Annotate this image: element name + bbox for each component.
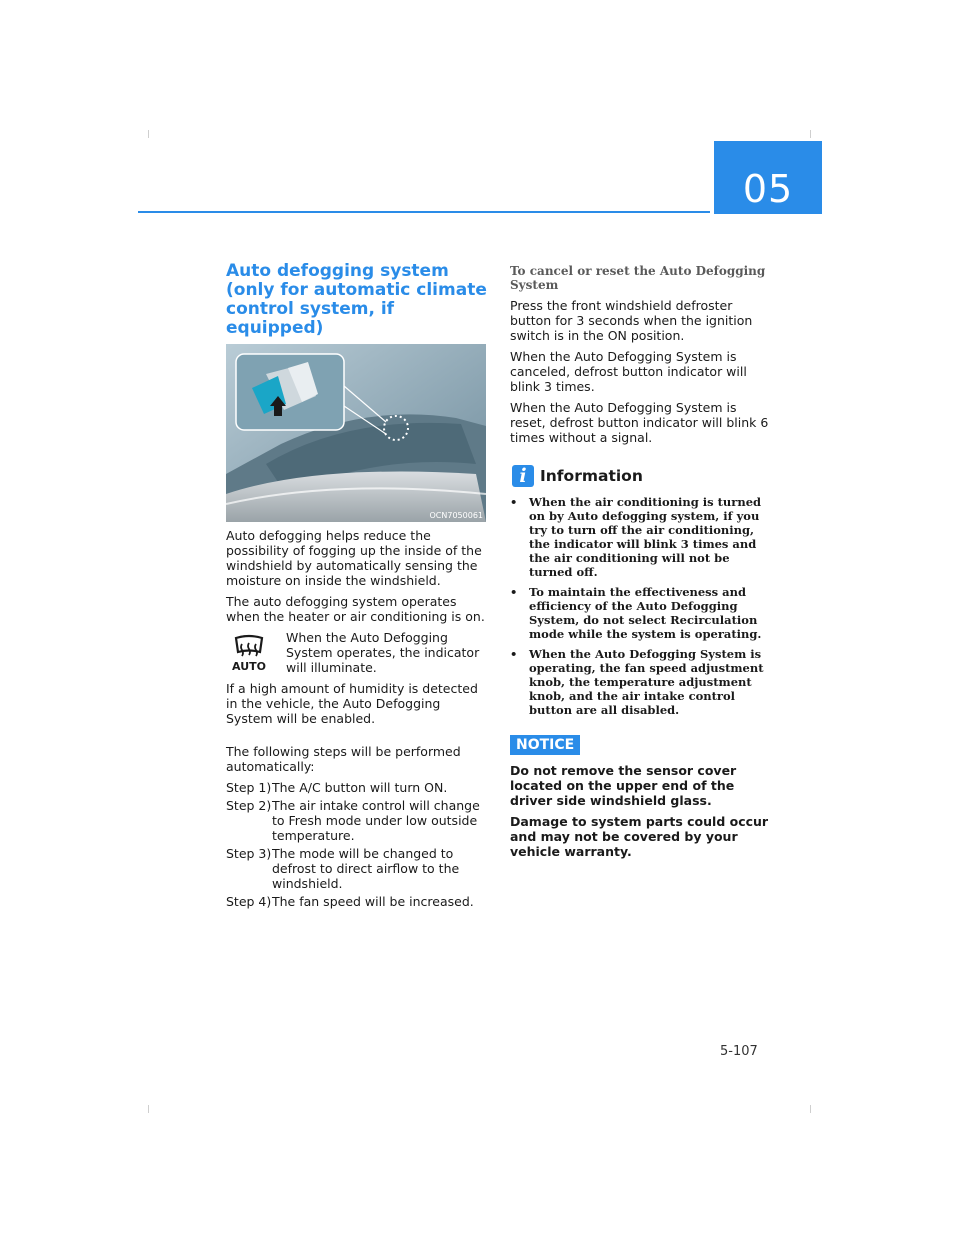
crop-mark — [148, 130, 149, 138]
info-item: • When the Auto Defogging System is operating, the fan speed adjustment knob, the temperature adjustment knob, and the air intake control button are all disabled. — [510, 647, 764, 717]
windshield-illustration — [226, 344, 486, 522]
figure-code: OCN7050061 — [429, 511, 483, 520]
info-icon: i — [512, 465, 534, 487]
info-item-text: To maintain the effectiveness and efficiency of the Auto Defogging System, do not select Recirculation mode while the system is operating. — [529, 585, 762, 641]
information-header — [510, 465, 772, 489]
paragraph: Auto defogging helps reduce the possibility of fogging up the inside of the windshield by automatically sensing the moisture on inside the windshield. — [226, 528, 482, 588]
right-column — [510, 264, 772, 859]
step-text: The fan speed will be increased. — [272, 894, 474, 909]
paragraph: The following steps will be performed automatically: — [226, 744, 461, 774]
chapter-number: 05 — [742, 167, 794, 211]
paragraph: When the Auto Defogging System is reset, defrost button indicator will blink 6 times without a signal. — [510, 400, 769, 445]
paragraph: The auto defogging system operates when the heater or air conditioning is on. — [226, 594, 485, 624]
paragraph: Press the front windshield defroster button for 3 seconds when the ignition switch is in the ON position. — [510, 298, 753, 343]
step-item — [226, 846, 488, 891]
notice-text: Do not remove the sensor cover located on the upper end of the driver side windshield glass. — [510, 763, 737, 808]
step-item — [226, 780, 488, 795]
section-title: Auto defogging system (only for automatic climate control system, if equipped) — [226, 261, 487, 338]
notice-text: Damage to system parts could occur and may not be covered by your vehicle warranty. — [510, 814, 769, 859]
info-item-text: When the air conditioning is turned on by Auto defogging system, if you try to turn off the air conditioning, the indicator will blink 3 times and the air conditioning will not be turned off. — [529, 495, 762, 579]
paragraph: When the Auto Defogging System is canceled, defrost button indicator will blink 3 times. — [510, 349, 747, 394]
paragraph: If a high amount of humidity is detected in the vehicle, the Auto Defogging System will be enabled. — [226, 681, 478, 726]
notice-badge: NOTICE — [510, 735, 580, 755]
step-text: The air intake control will change to Fresh mode under low outside temperature. — [272, 798, 480, 843]
step-text: The mode will be changed to defrost to direct airflow to the windshield. — [272, 846, 460, 891]
page-number: 5-107 — [720, 1044, 758, 1059]
step-label: Step 4) — [226, 894, 272, 909]
step-text: The A/C button will turn ON. — [272, 780, 448, 795]
information-title: Information — [540, 467, 643, 485]
subsection-title: To cancel or reset the Auto Defogging System — [510, 264, 766, 292]
auto-defog-indicator-row — [226, 630, 488, 675]
info-item-text: When the Auto Defogging System is operating, the fan speed adjustment knob, the temperature adjustment knob, and the air intake control button are all disabled. — [529, 647, 764, 717]
notice-box — [510, 723, 772, 859]
chapter-tab — [714, 141, 822, 214]
windshield-figure — [226, 344, 486, 522]
steps-list — [226, 780, 488, 909]
auto-label: AUTO — [232, 660, 266, 673]
information-list — [510, 495, 772, 717]
auto-defog-icon — [228, 632, 270, 674]
step-label: Step 2) — [226, 798, 272, 813]
step-item — [226, 798, 488, 843]
crop-mark — [148, 1105, 149, 1113]
step-label: Step 3) — [226, 846, 272, 861]
indicator-text: When the Auto Defogging System operates, the indicator will illuminate. — [286, 630, 480, 675]
step-item — [226, 894, 488, 909]
info-item: • When the air conditioning is turned on by Auto defogging system, if you try to turn off the air conditioning, the indicator will blink 3 times and the air conditioning will not be turned off. — [510, 495, 762, 579]
crop-mark — [810, 130, 811, 138]
info-item: • To maintain the effectiveness and efficiency of the Auto Defogging System, do not select Recirculation mode while the system is operating. — [510, 585, 762, 641]
crop-mark — [810, 1105, 811, 1113]
header-rule — [138, 211, 710, 213]
step-label: Step 1) — [226, 780, 272, 795]
left-column — [226, 262, 488, 912]
